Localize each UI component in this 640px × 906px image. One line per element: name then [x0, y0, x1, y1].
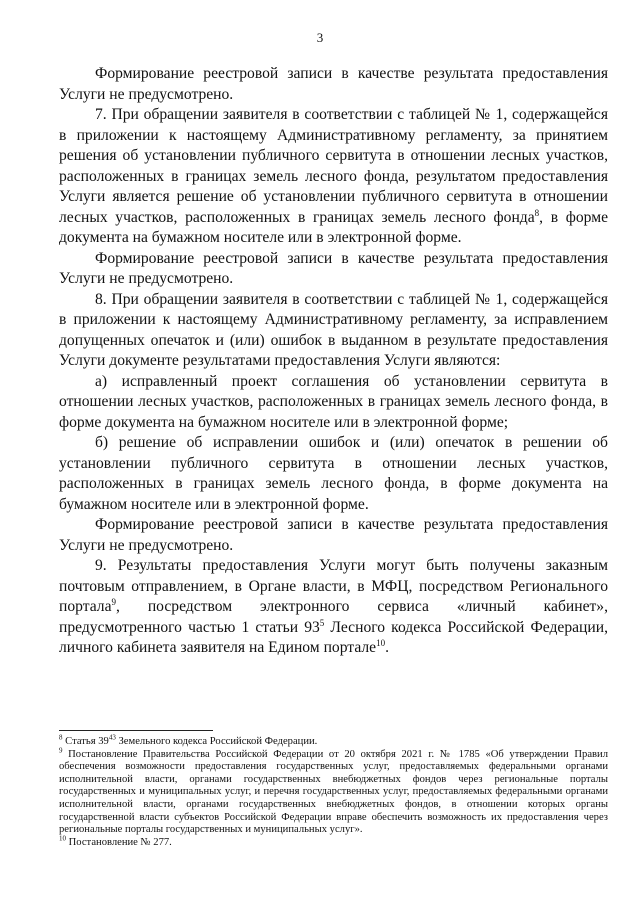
paragraph-item-8b: б) решение об исправлении ошибок и (или) опечаток в решении об установлении публичного сервитута в отношении лесных участков, расположенных в границах земель лесного фонда, в форме документа на бумажном носителе или в электронной форме.: [59, 434, 608, 513]
footnotes: [59, 733, 608, 849]
footnote-ref-9: 9: [111, 596, 116, 607]
page-number: 3: [316, 30, 324, 45]
paragraph-item-9: [59, 556, 608, 659]
article-superscript: 5: [319, 617, 325, 628]
footnote-8: [59, 733, 608, 749]
paragraph-item-9-part-c: Лесного кодекса Российской Федерации, личного кабинета заявителя на Едином портале: [59, 618, 608, 656]
paragraph-registry-note-2: Формирование реестровой записи в качестве результата предоставления Услуги не предусмотрено.: [59, 249, 608, 287]
paragraph-item-7-tail: , в форме документа на бумажном носителе или в электронной форме.: [59, 208, 608, 246]
paragraph-item-7: [59, 105, 608, 249]
footnote-10-mark: 10: [59, 834, 66, 843]
footnote-8-text-b: Земельного кодекса Российской Федерации.: [115, 736, 318, 747]
paragraph-item-9-part-b: , посредством электронного сервиса «личный кабинет», предусмотренного частью 1 статьи 93: [59, 598, 608, 636]
footnote-ref-8: 8: [534, 207, 540, 218]
paragraph-item-8a: а) исправленный проект соглашения об установлении сервитута в отношении лесных участков, расположенных в границах земель лесного фонда, в форме документа на бумажном носителе или в электронной форме;: [59, 372, 608, 431]
paragraph-item-8: 8. При обращении заявителя в соответствии с таблицей № 1, содержащейся в приложении к настоящему Административному регламенту, за исправлением допущенных опечаток и (или) ошибок в выданном в результате предоставления Услуги документе результатами предоставления Услуги являются:: [59, 290, 608, 369]
footnote-8-mark: 8: [59, 733, 63, 742]
paragraph-item-9-part-d: .: [385, 639, 389, 656]
document-body: [59, 64, 608, 659]
paragraph-registry-note-1: Формирование реестровой записи в качестве результата предоставления Услуги не предусмотрено.: [59, 65, 608, 103]
paragraph-registry-note-3: Формирование реестровой записи в качестве результата предоставления Услуги не предусмотрено.: [59, 516, 608, 554]
footnote-8-text-a: Статья 39: [62, 736, 109, 747]
footnote-9-text: Постановление Правительства Российской Федерации от 20 октября 2021 г. № 1785 «Об утверждении Правил обеспечения возможности предоставления государственных услуг, предоставляемых федеральными органами исполнительной власти, органами государственных внебюджетных фондов через региональные порталы государственных и муниципальных услуг, и перечня государственных услуг, предоставляемых федеральными органами исполнительной власти, органами государственных внебюджетных фондов, в отношении которых органы государственной власти субъектов Российской Федерации вправе обеспечить возможность их предоставления через региональные порталы государственных и муниципальных услуг».: [59, 748, 608, 836]
footnote-separator: [59, 730, 213, 731]
paragraph-item-9-part-a: 9. Результаты предоставления Услуги могут быть получены заказным почтовым отправлением, в Органе власти, в МФЦ, посредством Регионального портала: [59, 557, 608, 615]
footnote-10: [59, 834, 608, 850]
footnote-9-mark: 9: [59, 746, 63, 755]
paragraph-item-7-text: 7. При обращении заявителя в соответствии с таблицей № 1, содержащейся в приложении к настоящему Административному регламенту, за принятием решения об установлении публичного сервитута в отношении лесных участков, расположенных в границах земель лесного фонда, результатом предоставления Услуги является решение об установлении публичного сервитута в отношении лесных участков, расположенных в границах земель лесного фонда: [59, 106, 608, 226]
footnote-8-article-superscript: 43: [108, 733, 116, 742]
footnote-10-text: Постановление № 277.: [66, 836, 172, 848]
footnote-ref-10: 10: [376, 637, 386, 648]
footnote-9: [59, 746, 608, 837]
